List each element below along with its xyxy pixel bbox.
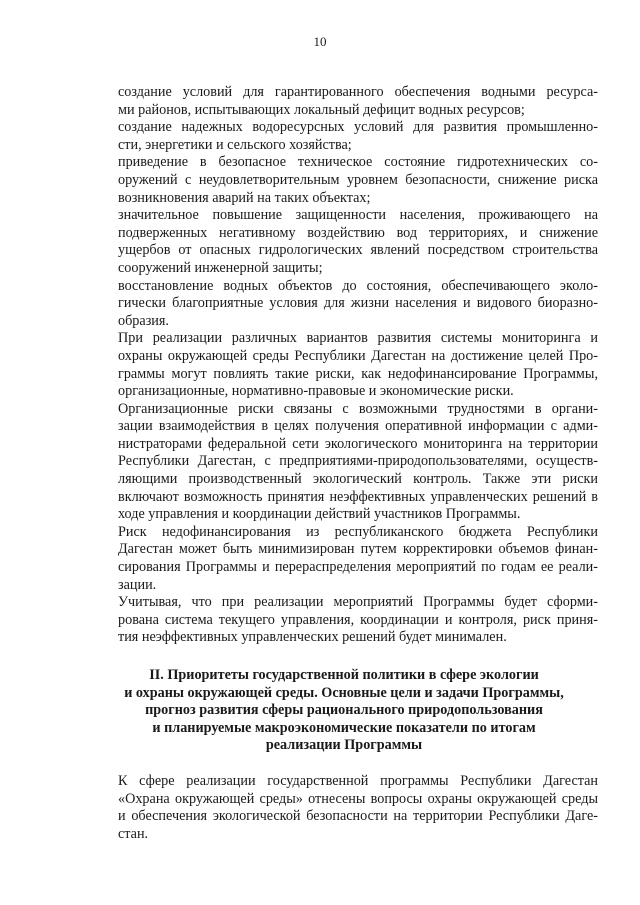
paragraphs-before-heading bbox=[90, 84, 598, 647]
text-line: сирования Программы и перераспределения мероприятий по годам ее реали- bbox=[118, 559, 598, 576]
text-line: охраны окружающей среды Республики Дагестан на достижение целей Про- bbox=[118, 347, 598, 364]
text-line: создание условий для гарантированного обеспечения водными ресурса- bbox=[118, 84, 598, 100]
paragraph bbox=[90, 119, 598, 154]
paragraph bbox=[90, 207, 598, 277]
text-line: гически благоприятные условия для жизни населения и видового биоразно- bbox=[118, 295, 598, 312]
paragraph bbox=[90, 330, 598, 400]
text-line: К сфере реализации государственной программы Республики Дагестан bbox=[118, 772, 598, 789]
text-line: создание надежных водоресурсных условий для развития промышленно- bbox=[118, 119, 598, 136]
text-line: граммы могут повлиять такие риски, как недофинансирование Программы, bbox=[118, 365, 598, 382]
text-line: и обеспечения экологической безопасности на территории Республики Даге- bbox=[118, 808, 598, 825]
paragraph bbox=[90, 154, 598, 207]
text-line: тия неэффективных управленческих решений будет минимален. bbox=[118, 629, 507, 646]
paragraphs-after-heading bbox=[90, 773, 598, 843]
heading-line: и планируемые макроэкономические показатели по итогам bbox=[152, 719, 536, 736]
text-line: зации взаимодействия в целях получения оперативной информации с адми- bbox=[118, 418, 598, 435]
text-line: возникновения аварий на таких объектах; bbox=[118, 189, 371, 206]
text-line: восстановление водных объектов до состояния, обеспечивающего эколо- bbox=[118, 277, 598, 294]
text-line: рована система текущего управления, координации и контроля, риск приня- bbox=[118, 611, 598, 628]
text-line: ущербов от опасных гидрологических явлений посредством строительства bbox=[118, 242, 598, 259]
paragraph bbox=[90, 278, 598, 331]
paragraph bbox=[90, 773, 598, 843]
text-line: Учитывая, что при реализации мероприятий Программы будет сформи- bbox=[118, 594, 598, 611]
text-line: Риск недофинансирования из республиканского бюджета Республики bbox=[118, 523, 598, 540]
heading-line: прогноз развития сферы рационального природопользования bbox=[145, 702, 543, 719]
text-line: подверженных негативному воздействию вод территориях, и снижение bbox=[118, 224, 598, 241]
text-line: значительное повышение защищенности населения, проживающего на bbox=[118, 207, 598, 224]
text-line: ми районов, испытывающих локальный дефицит водных ресурсов; bbox=[118, 101, 525, 118]
text-line: организационные, нормативно-правовые и экономические риски. bbox=[118, 383, 514, 400]
paragraph bbox=[90, 401, 598, 524]
text-line: зации. bbox=[118, 576, 157, 593]
text-line: Дагестан может быть минимизирован путем корректировки объемов финан- bbox=[118, 541, 598, 558]
text-line: приведение в безопасное техническое состояние гидротехнических со- bbox=[118, 154, 598, 171]
text-line: сти, энергетики и сельского хозяйства; bbox=[118, 136, 352, 153]
heading-line: реализации Программы bbox=[265, 737, 423, 754]
text-line: ходе управления и координации действий участников Программы. bbox=[118, 506, 521, 523]
text-line: включают возможность принятия неэффективных управленческих решений в bbox=[118, 488, 598, 505]
page-number: 10 bbox=[313, 34, 327, 49]
text-line: ляющими производственный экологический контроль. Также эти риски bbox=[118, 471, 598, 488]
text-line: нистраторами федеральной сети экологического мониторинга на территории bbox=[118, 435, 598, 452]
heading-line: и охраны окружающей среды. Основные цели и задачи Программы, bbox=[124, 684, 564, 701]
text-line: Организационные риски связаны с возможными трудностями в органи- bbox=[118, 400, 598, 417]
text-line: образия. bbox=[118, 312, 169, 329]
paragraph bbox=[90, 594, 598, 647]
paragraph bbox=[90, 524, 598, 594]
section-heading bbox=[90, 667, 598, 755]
text-line: сооружений инженерной защиты; bbox=[118, 259, 323, 276]
text-line: При реализации различных вариантов развития системы мониторинга и bbox=[118, 330, 598, 347]
text-line: стан. bbox=[118, 825, 149, 842]
document-body bbox=[90, 84, 598, 843]
paragraph bbox=[90, 84, 598, 119]
heading-line: II. Приоритеты государственной политики в сфере экологии bbox=[149, 667, 539, 683]
text-line: Республики Дагестан, с предприятиями-природопользователями, осуществ- bbox=[118, 453, 598, 470]
text-line: оружений с неудовлетворительным уровнем безопасности, снижение риска bbox=[118, 171, 598, 188]
text-line: «Охрана окружающей среды» отнесены вопросы охраны окружающей среды bbox=[118, 790, 598, 807]
